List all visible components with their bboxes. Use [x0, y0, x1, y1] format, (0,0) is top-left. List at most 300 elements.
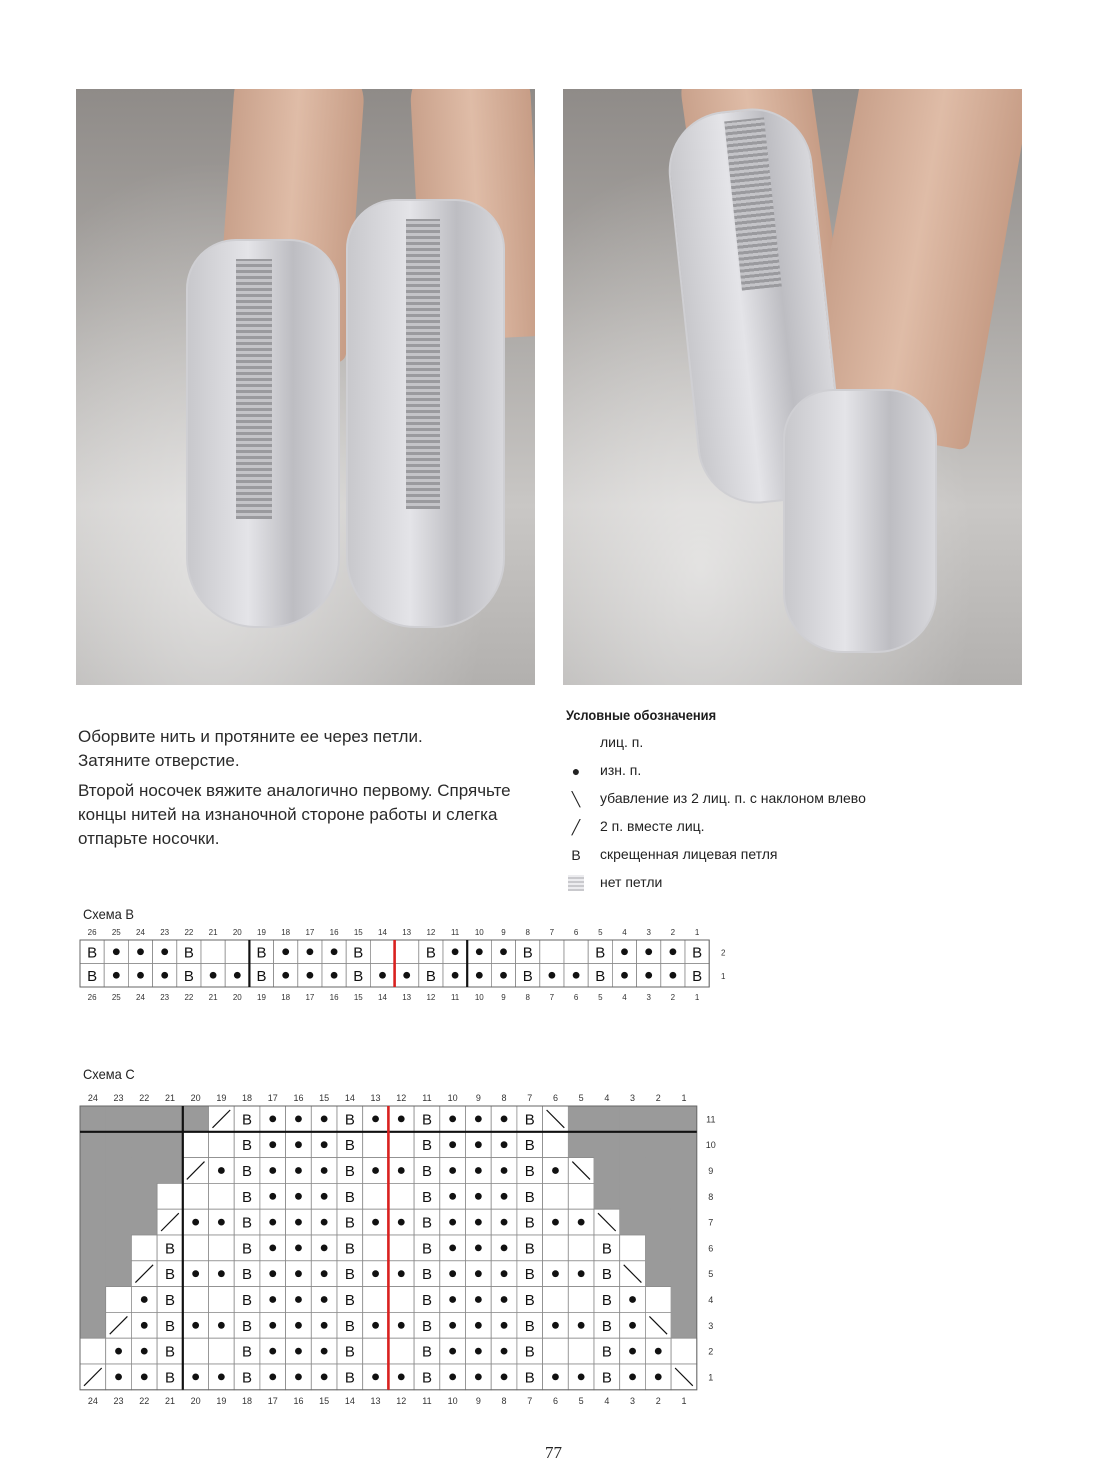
chart-cell	[183, 1338, 209, 1364]
column-number: 16	[329, 993, 339, 1002]
column-number: 9	[475, 1395, 481, 1406]
no-stitch-cell	[80, 1209, 106, 1235]
instruction-line: Оборвите нить и протяните ее через петли.	[78, 727, 423, 746]
no-stitch-cell	[157, 1106, 183, 1132]
chart-cell	[671, 1338, 697, 1364]
twisted-stitch-symbol: B	[421, 1317, 432, 1335]
purl-dot-icon	[295, 1219, 302, 1226]
no-stitch-cell	[620, 1183, 646, 1209]
twisted-stitch-symbol: B	[242, 1137, 253, 1155]
purl-dot-icon	[269, 1322, 276, 1329]
column-number: 22	[184, 993, 194, 1002]
chart-cell	[543, 1132, 569, 1158]
purl-dot-icon	[192, 1270, 199, 1277]
legend-label: изн. п.	[600, 762, 642, 778]
chart-cell	[209, 1132, 235, 1158]
purl-dot-icon	[552, 1270, 559, 1277]
purl-dot-icon	[372, 1374, 379, 1381]
instructions-text	[78, 725, 558, 857]
legend-item-purl	[566, 757, 1006, 785]
column-number: 21	[164, 1093, 175, 1103]
chart-cell	[363, 1338, 389, 1364]
column-number: 14	[344, 1093, 355, 1103]
column-number: 24	[87, 1395, 98, 1406]
no-stitch-cell	[620, 1132, 646, 1158]
chart-cell	[209, 1183, 235, 1209]
legend-label: 2 п. вместе лиц.	[600, 818, 705, 834]
twisted-stitch-symbol: B	[421, 1343, 432, 1361]
column-number: 1	[694, 928, 700, 937]
purl-dot-icon	[192, 1374, 199, 1381]
chart-cell	[564, 940, 588, 964]
purl-dot-icon	[398, 1167, 405, 1174]
column-number: 2	[655, 1093, 661, 1103]
no-stitch-cell	[620, 1106, 646, 1132]
chart-cell	[388, 1132, 414, 1158]
no-stitch-cell	[80, 1158, 106, 1184]
purl-dot-icon	[269, 1167, 276, 1174]
purl-dot-icon	[449, 1116, 456, 1123]
purl-dot-icon	[629, 1348, 636, 1355]
purl-dot-icon	[115, 1374, 122, 1381]
purl-dot-icon	[372, 1167, 379, 1174]
purl-dot-icon	[192, 1322, 199, 1329]
no-stitch-cell	[80, 1312, 106, 1338]
column-number: 14	[344, 1395, 355, 1406]
legend-item-k2tog	[566, 813, 1006, 841]
no-stitch-cell	[671, 1183, 697, 1209]
twisted-stitch-symbol: B	[183, 967, 194, 985]
purl-dot-icon	[161, 948, 168, 955]
scheme-c-title: Схема C	[83, 1066, 135, 1082]
no-stitch-cell	[645, 1183, 671, 1209]
column-number: 13	[370, 1093, 381, 1103]
purl-dot-icon	[449, 1219, 456, 1226]
purl-dot-icon	[449, 1374, 456, 1381]
chart-cell	[131, 1235, 157, 1261]
purl-dot-icon	[282, 972, 289, 979]
row-number: 2	[720, 948, 726, 958]
column-number: 12	[426, 993, 436, 1002]
no-stitch-cell	[671, 1287, 697, 1313]
chart-cell	[183, 1235, 209, 1261]
scheme-c-chart	[70, 1086, 730, 1408]
twisted-stitch-symbol: B	[524, 1369, 535, 1387]
twisted-stitch-symbol: B	[421, 1214, 432, 1232]
column-number: 17	[305, 928, 315, 937]
purl-dot-icon	[475, 1374, 482, 1381]
purl-dot-icon	[501, 1348, 508, 1355]
purl-dot-icon	[398, 1374, 405, 1381]
twisted-stitch-symbol: B	[601, 1369, 612, 1387]
purl-dot-icon	[578, 1374, 585, 1381]
purl-dot-icon	[475, 1219, 482, 1226]
purl-dot-icon	[295, 1322, 302, 1329]
purl-dot-icon	[449, 1296, 456, 1303]
twisted-stitch-symbol: B	[524, 1240, 535, 1258]
purl-dot-icon	[137, 972, 144, 979]
twisted-stitch-symbol: B	[421, 1240, 432, 1258]
chart-cell	[543, 1338, 569, 1364]
purl-dot-icon	[141, 1322, 148, 1329]
chart-cell	[370, 940, 394, 964]
column-number: 13	[370, 1395, 381, 1406]
twisted-stitch-symbol: B	[524, 1292, 535, 1309]
purl-dot-icon	[218, 1270, 225, 1277]
chart-cell	[80, 1338, 106, 1364]
twisted-stitch-symbol: B	[344, 1240, 355, 1258]
purl-dot-icon	[501, 1219, 508, 1226]
column-number: 2	[670, 928, 676, 937]
purl-dot-icon	[449, 1141, 456, 1148]
purl-dot-icon	[161, 972, 168, 979]
twisted-stitch-symbol: B	[421, 1369, 432, 1387]
purl-dot-icon	[578, 1270, 585, 1277]
purl-dot-icon	[398, 1219, 405, 1226]
column-number: 11	[422, 1395, 432, 1406]
column-number: 4	[622, 928, 627, 937]
column-number: 8	[525, 928, 530, 937]
row-number: 2	[708, 1346, 714, 1357]
twisted-stitch-icon: B	[571, 847, 581, 863]
column-number: 5	[578, 1395, 584, 1406]
purl-dot-icon	[645, 972, 652, 979]
column-number: 22	[139, 1093, 150, 1103]
purl-dot-icon	[113, 972, 120, 979]
right-decrease-icon: ╱	[571, 819, 581, 835]
purl-dot-icon	[321, 1219, 328, 1226]
column-number: 17	[267, 1093, 278, 1103]
chart-cell	[183, 1183, 209, 1209]
purl-dot-icon	[475, 1245, 482, 1252]
no-stitch-cell	[671, 1312, 697, 1338]
column-number: 26	[87, 993, 97, 1002]
purl-dot-icon	[269, 1116, 276, 1123]
twisted-stitch-symbol: B	[87, 967, 98, 985]
chart-cell	[157, 1183, 183, 1209]
purl-dot-icon	[321, 1374, 328, 1381]
no-stitch-cell	[106, 1158, 132, 1184]
legend-title: Условные обозначения	[566, 707, 717, 723]
purl-dot-icon	[552, 1322, 559, 1329]
column-number: 25	[111, 993, 121, 1002]
chart-cell	[363, 1132, 389, 1158]
purl-dot-icon	[269, 1193, 276, 1200]
legend-label: скрещенная лицевая петля	[600, 846, 778, 862]
column-number: 15	[353, 993, 363, 1002]
purl-dot-icon	[137, 948, 144, 955]
column-number: 2	[655, 1395, 661, 1406]
purl-dot-icon	[398, 1116, 405, 1123]
chart-cell	[106, 1287, 132, 1313]
twisted-stitch-symbol: B	[692, 967, 703, 985]
purl-dot-icon	[295, 1141, 302, 1148]
twisted-stitch-symbol: B	[601, 1266, 612, 1284]
purl-dot-icon	[573, 972, 580, 979]
instruction-line: Затяните отверстие.	[78, 751, 240, 770]
column-number: 22	[139, 1395, 150, 1406]
purl-dot-icon	[307, 948, 314, 955]
column-number: 18	[242, 1093, 253, 1103]
instruction-line: концы нитей на изнаночной стороне работы и слегка	[78, 805, 498, 824]
purl-dot-icon	[501, 1116, 508, 1123]
photo-socks-back	[563, 89, 1022, 685]
column-number: 23	[160, 993, 170, 1002]
photo-socks-front	[76, 89, 535, 685]
chart-cell	[543, 1235, 569, 1261]
chart-cell	[363, 1235, 389, 1261]
twisted-stitch-symbol: B	[601, 1317, 612, 1335]
column-number: 15	[319, 1093, 330, 1103]
no-stitch-cell	[645, 1209, 671, 1235]
column-number: 26	[87, 928, 97, 937]
purl-dot-icon	[218, 1219, 225, 1226]
purl-dot-icon	[141, 1296, 148, 1303]
no-stitch-cell	[131, 1132, 157, 1158]
no-stitch-cell	[80, 1261, 106, 1287]
purl-dot-icon	[295, 1296, 302, 1303]
purl-dot-icon	[307, 972, 314, 979]
column-number: 13	[402, 993, 412, 1002]
no-stitch-cell	[645, 1261, 671, 1287]
purl-dot-icon	[475, 1167, 482, 1174]
purl-dot-icon	[321, 1348, 328, 1355]
purl-dot-icon	[295, 1348, 302, 1355]
column-number: 4	[604, 1093, 610, 1103]
purl-dot-icon	[475, 1296, 482, 1303]
chart-cell	[388, 1235, 414, 1261]
column-number: 17	[267, 1395, 278, 1406]
chart-cell	[568, 1287, 594, 1313]
purl-dot-icon	[295, 1193, 302, 1200]
row-number: 1	[708, 1372, 714, 1383]
no-stitch-cell	[80, 1106, 106, 1132]
column-number: 24	[87, 1093, 98, 1103]
column-number: 10	[474, 928, 484, 937]
chart-cell	[363, 1287, 389, 1313]
legend-label: лиц. п.	[600, 734, 644, 750]
twisted-stitch-symbol: B	[524, 1343, 535, 1361]
chart-cell	[209, 1338, 235, 1364]
purl-dot-icon	[500, 948, 507, 955]
twisted-stitch-symbol: B	[256, 944, 267, 962]
purl-dot-icon	[655, 1348, 662, 1355]
purl-dot-icon	[452, 948, 459, 955]
column-number: 17	[305, 993, 315, 1002]
column-number: 9	[501, 993, 506, 1002]
purl-dot-icon	[501, 1296, 508, 1303]
twisted-stitch-symbol: B	[524, 1214, 535, 1232]
purl-dot-icon: ●	[571, 763, 581, 779]
purl-dot-icon	[372, 1270, 379, 1277]
column-number: 7	[527, 1093, 533, 1103]
no-stitch-cell	[80, 1287, 106, 1313]
no-stitch-swatch-icon	[568, 875, 584, 891]
column-number: 21	[208, 928, 218, 937]
purl-dot-icon	[449, 1167, 456, 1174]
column-number: 2	[670, 993, 676, 1002]
scheme-b-chart	[70, 926, 730, 1008]
row-number: 8	[708, 1191, 714, 1202]
twisted-stitch-symbol: B	[425, 967, 436, 985]
purl-dot-icon	[321, 1270, 328, 1277]
purl-dot-icon	[321, 1322, 328, 1329]
no-stitch-cell	[131, 1183, 157, 1209]
chart-cell	[201, 940, 225, 964]
purl-dot-icon	[295, 1167, 302, 1174]
purl-dot-icon	[621, 972, 628, 979]
chart-cell	[225, 940, 249, 964]
purl-dot-icon	[501, 1141, 508, 1148]
twisted-stitch-symbol: B	[242, 1369, 253, 1387]
column-number: 10	[447, 1093, 458, 1103]
no-stitch-cell	[80, 1183, 106, 1209]
twisted-stitch-symbol: B	[256, 967, 267, 985]
no-stitch-cell	[131, 1106, 157, 1132]
no-stitch-cell	[645, 1132, 671, 1158]
chart-cell	[183, 1132, 209, 1158]
chart-cell	[543, 1183, 569, 1209]
column-number: 12	[396, 1395, 407, 1406]
column-number: 7	[527, 1395, 533, 1406]
twisted-stitch-symbol: B	[242, 1343, 253, 1361]
purl-dot-icon	[629, 1374, 636, 1381]
purl-dot-icon	[295, 1245, 302, 1252]
column-number: 19	[257, 928, 266, 937]
twisted-stitch-symbol: B	[344, 1369, 355, 1387]
chart-cell	[388, 1183, 414, 1209]
column-number: 20	[232, 928, 242, 937]
column-number: 19	[216, 1395, 227, 1406]
purl-dot-icon	[549, 972, 556, 979]
column-number: 6	[552, 1395, 558, 1406]
purl-dot-icon	[475, 1322, 482, 1329]
row-number: 11	[706, 1114, 716, 1125]
purl-dot-icon	[629, 1296, 636, 1303]
column-number: 19	[257, 993, 266, 1002]
purl-dot-icon	[331, 948, 338, 955]
no-stitch-cell	[671, 1106, 697, 1132]
purl-dot-icon	[449, 1245, 456, 1252]
no-stitch-cell	[645, 1235, 671, 1261]
twisted-stitch-symbol: B	[601, 1240, 612, 1258]
legend-label: убавление из 2 лиц. п. с наклоном влево	[600, 790, 866, 806]
no-stitch-cell	[131, 1209, 157, 1235]
column-number: 5	[598, 928, 603, 937]
twisted-stitch-symbol: B	[421, 1163, 432, 1180]
column-number: 16	[329, 928, 339, 937]
column-number: 21	[164, 1395, 175, 1406]
purl-dot-icon	[501, 1322, 508, 1329]
purl-dot-icon	[645, 948, 652, 955]
row-number: 4	[708, 1295, 714, 1305]
purl-dot-icon	[234, 972, 241, 979]
column-number: 1	[681, 1395, 687, 1406]
twisted-stitch-symbol: B	[242, 1111, 253, 1129]
column-number: 23	[160, 928, 170, 937]
purl-dot-icon	[331, 972, 338, 979]
column-number: 20	[232, 993, 242, 1002]
column-number: 16	[293, 1395, 304, 1406]
chart-cell	[395, 940, 419, 964]
row-number: 1	[720, 971, 726, 981]
twisted-stitch-symbol: B	[164, 1266, 175, 1284]
twisted-stitch-symbol: B	[164, 1292, 175, 1309]
column-number: 7	[549, 993, 555, 1002]
column-number: 9	[501, 928, 506, 937]
no-stitch-cell	[157, 1132, 183, 1158]
column-number: 10	[474, 993, 484, 1002]
left-decrease-icon: ╲	[571, 791, 581, 807]
twisted-stitch-symbol: B	[353, 944, 364, 962]
no-stitch-cell	[568, 1132, 594, 1158]
twisted-stitch-symbol: B	[344, 1163, 355, 1180]
no-stitch-cell	[671, 1235, 697, 1261]
twisted-stitch-symbol: B	[242, 1266, 253, 1284]
legend-item-knit	[566, 729, 1006, 757]
twisted-stitch-symbol: B	[524, 1111, 535, 1129]
chart-cell	[363, 1183, 389, 1209]
no-stitch-cell	[106, 1132, 132, 1158]
no-stitch-cell	[183, 1106, 209, 1132]
column-number: 6	[573, 993, 579, 1002]
twisted-stitch-symbol: B	[522, 944, 533, 962]
chart-cell	[209, 1235, 235, 1261]
purl-dot-icon	[501, 1245, 508, 1252]
column-number: 22	[184, 928, 194, 937]
chart-cell	[568, 1338, 594, 1364]
twisted-stitch-symbol: B	[242, 1163, 253, 1180]
purl-dot-icon	[379, 972, 386, 979]
purl-dot-icon	[449, 1348, 456, 1355]
no-stitch-cell	[671, 1158, 697, 1184]
legend-label: нет петли	[600, 874, 663, 890]
purl-dot-icon	[321, 1141, 328, 1148]
twisted-stitch-symbol: B	[421, 1266, 432, 1284]
chart-cell	[620, 1235, 646, 1261]
no-stitch-cell	[594, 1106, 620, 1132]
chart-cell	[645, 1287, 671, 1313]
chart-cell	[568, 1235, 594, 1261]
column-number: 4	[622, 993, 627, 1002]
purl-dot-icon	[552, 1219, 559, 1226]
twisted-stitch-symbol: B	[344, 1188, 355, 1206]
column-number: 12	[426, 928, 436, 937]
no-stitch-cell	[568, 1106, 594, 1132]
no-stitch-cell	[157, 1158, 183, 1184]
column-number: 23	[113, 1395, 124, 1406]
twisted-stitch-symbol: B	[601, 1343, 612, 1361]
column-number: 20	[190, 1395, 201, 1406]
row-number: 3	[708, 1320, 714, 1331]
purl-dot-icon	[670, 948, 677, 955]
no-stitch-cell	[80, 1132, 106, 1158]
twisted-stitch-symbol: B	[164, 1343, 175, 1361]
chart-cell	[543, 1287, 569, 1313]
column-number: 13	[402, 928, 412, 937]
purl-dot-icon	[210, 972, 217, 979]
twisted-stitch-symbol: B	[164, 1240, 175, 1258]
purl-dot-icon	[372, 1322, 379, 1329]
purl-dot-icon	[552, 1374, 559, 1381]
twisted-stitch-symbol: B	[344, 1317, 355, 1335]
twisted-stitch-symbol: B	[183, 944, 194, 962]
column-number: 18	[242, 1395, 253, 1406]
purl-dot-icon	[475, 1270, 482, 1277]
column-number: 1	[694, 993, 700, 1002]
column-number: 8	[525, 993, 530, 1002]
purl-dot-icon	[670, 972, 677, 979]
